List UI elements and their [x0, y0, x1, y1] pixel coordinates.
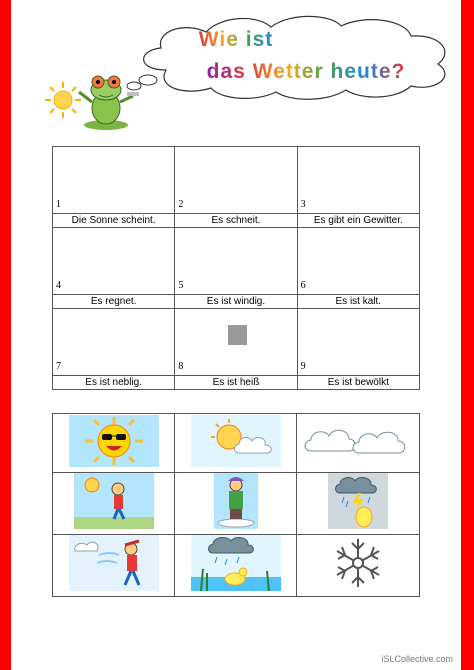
picture-cell	[53, 473, 175, 535]
cell-number: 8	[178, 361, 184, 372]
snowflake-icon	[330, 535, 386, 591]
cell-caption: Es regnet.	[53, 294, 174, 308]
cell-caption: Es gibt ein Gewitter.	[298, 213, 419, 227]
cell-caption: Es ist kalt.	[298, 294, 419, 308]
cell-number: 5	[178, 280, 184, 291]
grid-row	[53, 309, 420, 390]
cell-caption: Es ist windig.	[175, 294, 296, 308]
clouds-icon	[303, 421, 413, 461]
picture-cell	[297, 535, 420, 597]
grid-cell	[175, 309, 297, 390]
picture-grid	[52, 413, 420, 597]
watermark: iSLCollective.com	[381, 654, 453, 664]
worksheet-page	[11, 0, 461, 670]
grid-cell	[297, 228, 419, 309]
picture-cell	[297, 473, 420, 535]
thought-cloud	[126, 12, 461, 102]
grid-cell	[175, 147, 297, 228]
caption-grid	[52, 146, 420, 390]
cell-number: 4	[56, 280, 61, 291]
grid-cell	[53, 147, 175, 228]
sun-with-sunglasses-icon	[69, 415, 159, 467]
cell-caption: Es ist heiß	[175, 375, 296, 389]
cell-number: 2	[178, 199, 184, 210]
title-text-2: das Wetter heute?	[206, 60, 406, 83]
cell-number: 9	[300, 361, 306, 372]
cell-caption: Es schneit.	[175, 213, 296, 227]
picture-cell	[175, 414, 297, 473]
sun-behind-cloud-icon	[191, 415, 281, 467]
picture-row	[53, 414, 420, 473]
thunderstorm-rain-icon	[328, 473, 388, 529]
picture-cell	[53, 414, 175, 473]
cell-caption: Es ist neblig.	[53, 375, 174, 389]
cell-number: 3	[300, 199, 306, 210]
cell-number: 6	[300, 280, 306, 291]
cold-person-snow-icon	[214, 473, 258, 529]
windy-person-icon	[69, 535, 159, 591]
frog-meditating-icon	[71, 70, 141, 132]
picture-cell	[297, 414, 420, 473]
title-text-1: Wie ist	[198, 28, 274, 51]
cell-number: 7	[56, 361, 61, 372]
grid-row	[53, 147, 420, 228]
picture-cell	[53, 535, 175, 597]
grid-cell	[297, 309, 419, 390]
grid-cell	[53, 228, 175, 309]
title-line-1	[11, 28, 461, 52]
grid-row	[53, 228, 420, 309]
grid-cell	[175, 228, 297, 309]
hot-person-sun-icon	[74, 473, 154, 529]
picture-cell	[175, 535, 297, 597]
picture-cell	[175, 473, 297, 535]
rain-duck-icon	[191, 535, 281, 591]
placeholder-square	[228, 325, 247, 345]
grid-cell	[297, 147, 419, 228]
cell-caption: Es ist bewölkt	[298, 375, 419, 389]
picture-row	[53, 535, 420, 597]
grid-cell	[53, 309, 175, 390]
cell-caption: Die Sonne scheint.	[53, 213, 174, 227]
cell-number: 1	[56, 199, 61, 210]
picture-row	[53, 473, 420, 535]
